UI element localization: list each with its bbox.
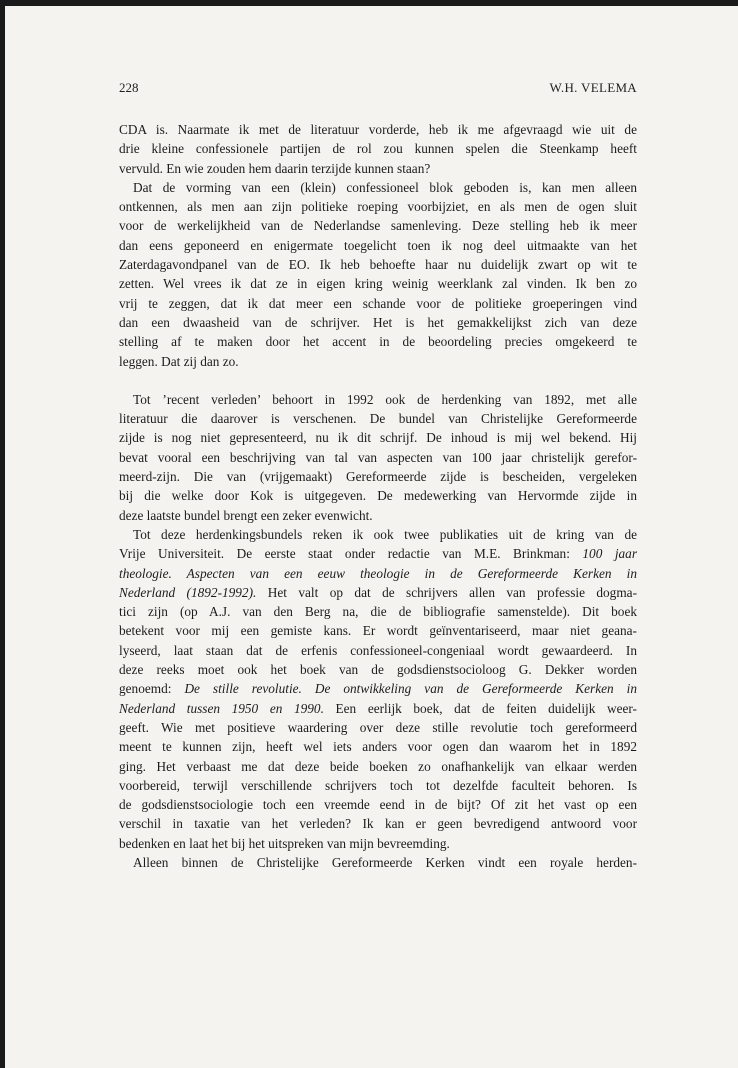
text-line: CDA is. Naarmate ik met de literatuur vorderde, heb ik me afgevraagd wie uit de [119,122,637,137]
text-line: ging. Het verbaast me dat deze beide boeken zo onafhankelijk van elkaar werden [119,758,637,774]
text-line: deze laatste bundel brengt een zeker evenwicht. [119,507,373,523]
text-line-italic [119,564,637,583]
text-line-mixed [119,583,637,602]
text-line: literatuur die daarover is verschenen. De bundel van Christelijke Gereformeerde [119,411,637,427]
text-line: de godsdienstsociologie toch een vreemde eend in de bijt? Of zit het vast op een [119,797,637,813]
text-line: deze reeks moet ook het boek van de godsdienstsocioloog G. Dekker worden [119,662,637,678]
book-title-brinkman-end: Nederland (1892-1992). [119,584,257,600]
text-line: Zaterdagavondpanel van de EO. Ik heb behoefte haar nu duidelijk zwart op wit te [119,257,637,273]
text-line-mixed [119,699,637,718]
text-line: meent te kunnen zijn, heeft wel iets anders voor ogen dan waarom het in 1892 [119,739,637,755]
text-line: ontkennen, als men aan zijn politieke roeping voorbijziet, en als men de ogen sluit [119,199,637,215]
text-line: drie kleine confessionele partijen de rol zou kunnen spelen die Steenkamp heeft [119,141,637,157]
page-number: 228 [119,80,139,95]
text-line: zetten. Wel vrees ik dat ze in eigen kring weinig weerklank zal vinden. Ik ben zo [119,276,637,292]
book-title-brinkman: 100 jaar [582,546,638,562]
text-line-mixed [119,679,637,698]
text-line: bij die welke door Kok is uitgegeven. De medewerking van Hervormde zijde in [119,488,637,504]
text-segment: Een eerlijk boek, dat de feiten duidelijk weer- [335,700,637,716]
paragraph-gap [119,371,637,390]
text-line: voorbereid, terwijl verschillende schrijvers toch tot dezelfde faculteit behoren. Is [119,777,637,793]
text-line: bedenken en laat het bij het uitspreken van mijn bevreemding. [119,835,450,851]
running-head-author: W.H. VELEMA [549,80,637,95]
text-line: Dat de vorming van een (klein) confessioneel blok geboden is, kan men alleen [133,179,637,195]
text-line: lyseerd, laat staan dat de erfenis confessioneel-congeniaal wordt gewaardeerd. In [119,642,637,658]
text-line: zijde is nog niet gepresenteerd, nu ik dit schrijf. De inhoud is mij wel bekend. Hij [119,430,637,446]
text-line: vervuld. En wie zouden hem daarin terzijde kunnen staan? [119,160,431,176]
book-title-brinkman-cont: theologie. Aspecten van een eeuw theologie in de Gereformeerde Kerken in [119,565,637,581]
text-segment: Vrije Universiteit. De eerste staat onder redactie van M.E. Brinkman: [119,546,570,562]
text-line: meerd-zijn. Die van (vrijgemaakt) Gereformeerde zijde is bescheiden, vergeleken [119,469,637,485]
text-segment: Het valt op dat de schrijvers allen van professie dogma- [267,584,638,600]
text-line: Tot deze herdenkingsbundels reken ik ook twee publikaties uit de kring van de [133,526,637,542]
text-line-mixed [119,544,637,563]
book-title-dekker: De stille revolutie. De ontwikkeling van de Gereformeerde Kerken in [184,681,637,697]
text-line: vrij te zeggen, dat ik dat meer een schande voor de politieke groeperingen vind [119,295,637,311]
page-header [119,80,637,98]
text-line: Alleen binnen de Christelijke Gereformeerde Kerken vindt een royale herden- [133,854,637,870]
text-line: stelling af te maken door het accent in de beoordeling precies omgekeerd te [119,334,637,350]
text-segment: genoemd: [119,681,172,697]
book-title-dekker-end: Nederland tussen 1950 en 1990. [119,700,324,716]
text-line: dan eens geponeerd en enigermate toegelicht toen ik nog deel uitmaakte van het [119,237,637,253]
text-line: leggen. Dat zij dan zo. [119,353,239,369]
text-line: geeft. Wie met positieve waardering over deze stille revolutie toch gereformeerd [119,719,637,735]
text-line: betekent voor mij een gemiste kans. Er wordt geïnventariseerd, maar niet geana- [119,623,637,639]
text-line: voor de werkelijkheid van de Nederlandse samenleving. Deze stelling heb ik meer [119,218,637,234]
body-text [119,120,637,872]
text-line: dan een dwaasheid van de schrijver. Het is het gemakkelijkst zich van deze [119,314,637,330]
text-line: bevat vooral een beschrijving van tal van aspecten van 100 jaar christelijk gerefor- [119,449,637,465]
text-line: tici zijn (op A.J. van den Berg na, die de bibliografie samenstelde). Dit boek [119,604,637,620]
text-line: verschil in taxatie van het verleden? Ik kan er geen bevredigend antwoord voor [119,816,637,832]
text-line: Tot ’recent verleden’ behoort in 1992 ook de herdenking van 1892, met alle [133,391,637,407]
